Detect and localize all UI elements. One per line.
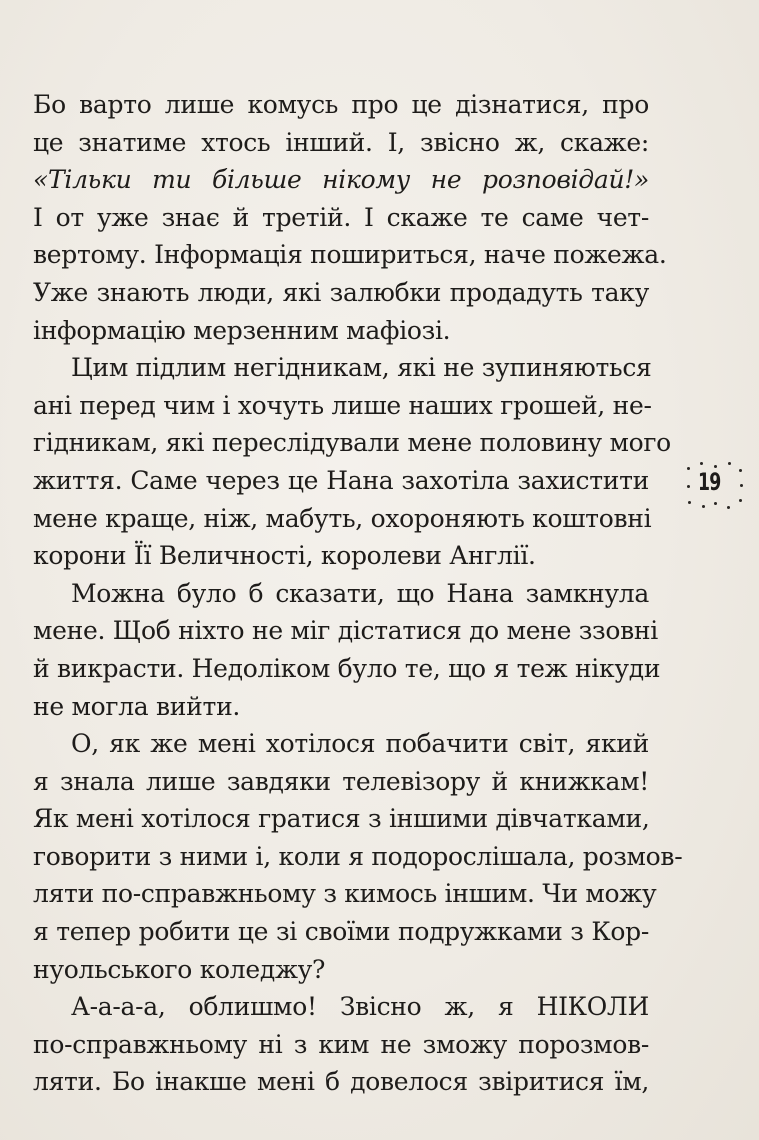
ornament-dot [688,501,691,504]
text-line: це знатиме хтось інший. І, звісно ж, скаже: [33,127,649,157]
text-line: я тепер робити це зі своїми подружками з Кор- [33,917,649,947]
text-line: ляти по-справжньому з кимось іншим. Чи можу [33,879,657,909]
text-line: Як мені хотілося гратися з іншими дівчатками, [33,804,650,834]
ornament-dot [739,499,742,502]
text-line: Уже знають люди, які залюбки продадуть таку [33,277,649,307]
text-line: я знала лише завдяки телевізору й книжкам! [33,766,649,796]
text-line: по-справжньому ні з ким не зможу порозмов- [33,1029,649,1059]
text-line: О, як же мені хотілося побачити світ, який [71,729,649,759]
text-line: корони Її Величності, королеви Англії. [33,541,536,571]
text-line: Цим підлим негідникам, які не зупиняються [71,353,652,383]
text-line: «Тільки ти більше нікому не розповідай!» [33,165,649,195]
page-number-ornament [684,459,744,509]
text-line: А-а-а-а, облишмо! Звісно ж, я НІКОЛИ [71,992,649,1022]
ornament-dot [702,505,705,508]
text-line: ані перед чим і хочуть лише наших грошей, не- [33,390,652,420]
text-line: говорити з ними і, коли я подорослішала, розмов- [33,841,683,871]
text-line: мене краще, ніж, мабуть, охороняють коштовні [33,503,652,533]
text-line: І от уже знає й третій. І скаже те саме чет- [33,202,649,232]
ornament-dot [740,484,743,487]
text-line: мене. Щоб ніхто не міг дістатися до мене ззовні [33,616,658,646]
ornament-dot [728,462,731,465]
text-line: ляти. Бо інакше мені б довелося звіритися їм, [33,1067,649,1097]
ornament-dot [687,467,690,470]
text-line: гідникам, які переслідували мене половину мого [33,428,671,458]
text-line: не могла вийти. [33,691,241,721]
page-number: 19 [698,468,721,496]
ornament-dot [700,462,703,465]
body-text [33,86,683,1101]
text-line: Бо варто лише комусь про це дізнатися, про [33,90,649,119]
text-line: нуольського коледжу? [33,954,326,984]
text-line: вертому. Інформація пошириться, наче пожежа. [33,240,667,270]
text-line: Можна було б сказати, що Нана замкнула [71,578,649,608]
ornament-dot [727,506,730,509]
ornament-dot [714,465,717,468]
ornament-dot [714,502,717,505]
text-line: життя. Саме через це Нана захотіла захистити [33,465,649,495]
text-line: й викрасти. Недоліком було те, що я теж нікуди [33,653,661,683]
ornament-dot [739,469,742,472]
text-line: інформацію мерзенним мафіозі. [33,315,451,345]
ornament-dot [687,485,690,488]
